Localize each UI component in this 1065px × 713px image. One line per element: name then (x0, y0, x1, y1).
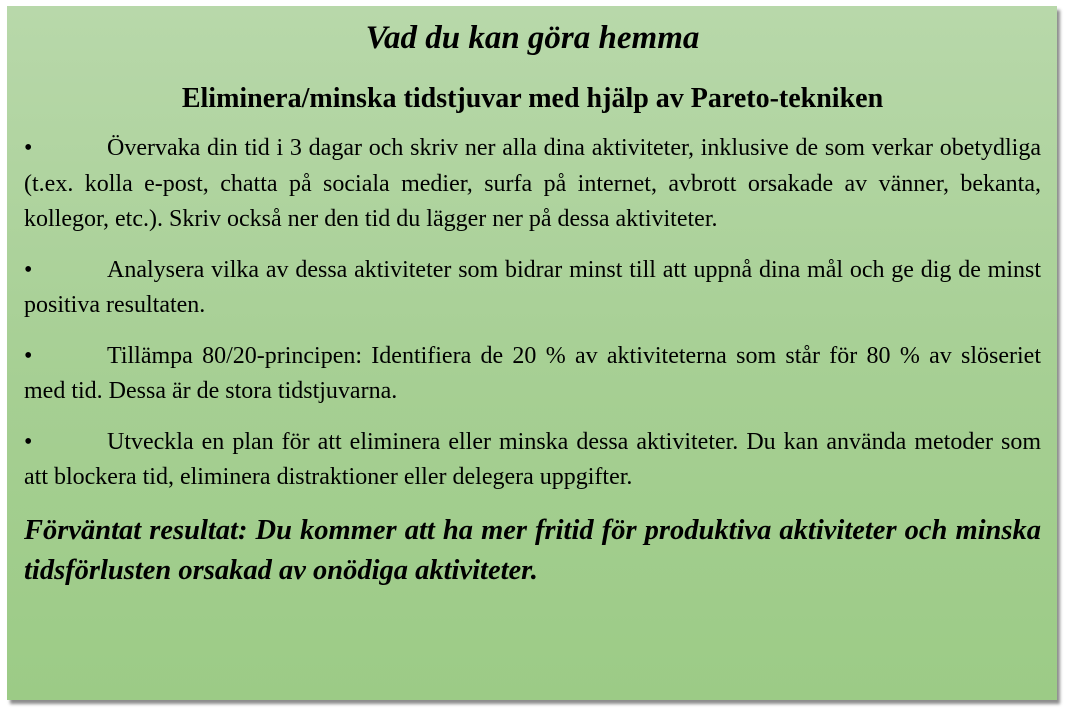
list-item (24, 253, 1041, 324)
bullet-icon: • (24, 135, 33, 161)
list-item-text: Analysera vilka av dessa aktiviteter som bidrar minst till att uppnå dina mål och ge dig de minst positiva resultaten. (24, 256, 1041, 318)
page-subtitle: Eliminera/minska tidstjuvar med hjälp av Pareto-tekniken (181, 83, 884, 114)
list-item (24, 131, 1041, 238)
list-item-text: Tillämpa 80/20-principen: Identifiera de 20 % av aktiviteterna som står för 80 % av slöseriet med tid. Dessa är de stora tidstjuvarna. (24, 342, 1041, 404)
expected-result: Förväntat resultat: Du kommer att ha mer fritid för produktiva aktiviteter och minska tidsförlusten orsakad av onödiga aktiviteter. (24, 514, 1041, 586)
list-item (24, 339, 1041, 410)
page-title: Vad du kan göra hemma (365, 20, 700, 56)
list-item-text: Övervaka din tid i 3 dagar och skriv ner alla dina aktiviteter, inklusive de som verkar obetydliga (t.ex. kolla e-post, chatta på sociala medier, surfa på internet, avbrott orsakade av vänner, bekanta, kollegor, etc.). Skriv också ner den tid du lägger ner på dessa aktiviteter. (24, 135, 1041, 232)
bullet-icon: • (24, 428, 33, 455)
list-item-text: Utveckla en plan för att eliminera eller minska dessa aktiviteter. Du kan använda metoder som att blockera tid, eliminera distraktioner eller delegera uppgifter. (24, 428, 1041, 490)
bullet-icon: • (24, 342, 33, 369)
bullet-icon: • (24, 256, 33, 283)
activity-list (24, 131, 1041, 496)
list-item (24, 425, 1041, 496)
content-panel (7, 6, 1057, 700)
